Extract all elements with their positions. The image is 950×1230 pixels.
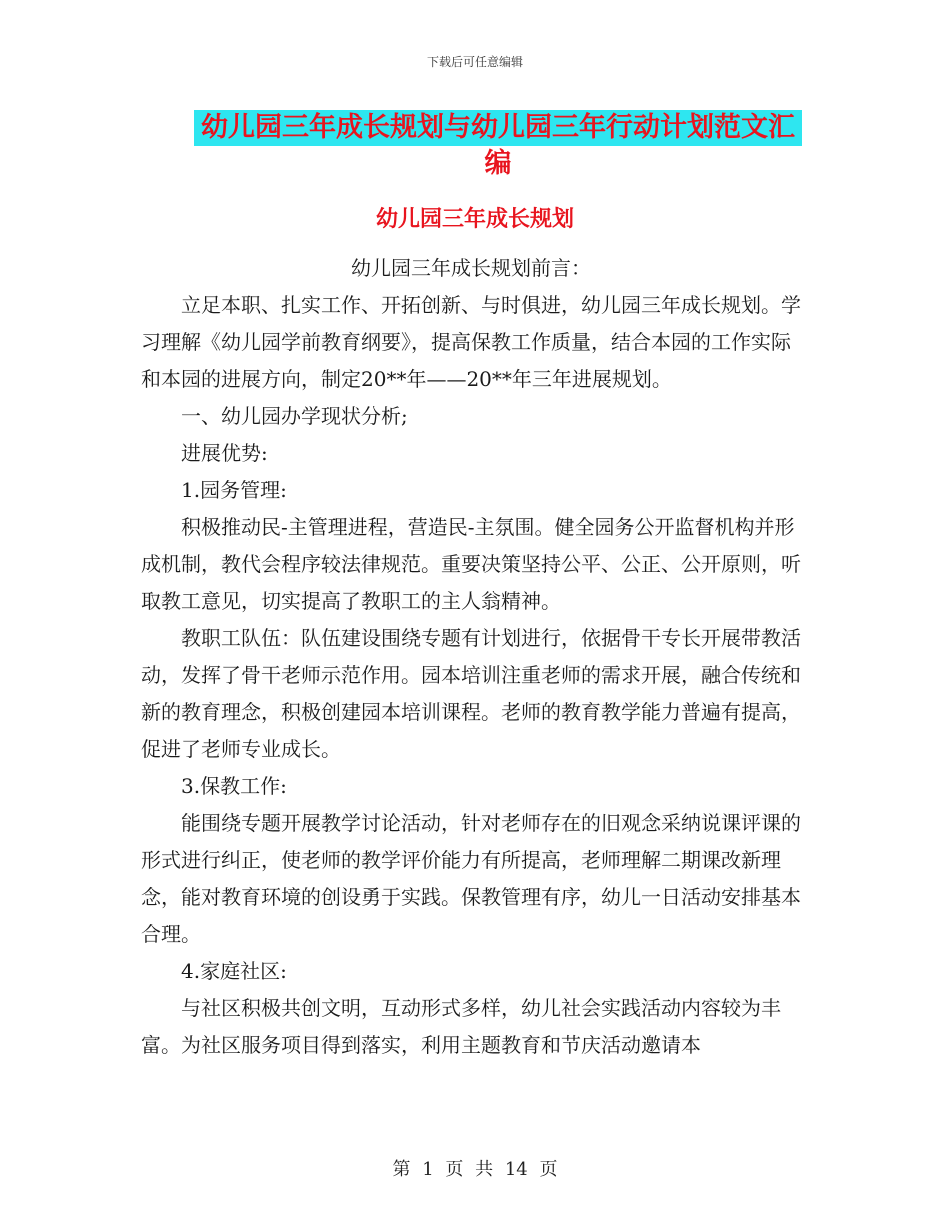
paragraph: 3.保教工作: (181, 774, 287, 798)
paragraph: 进展优势: (181, 441, 268, 465)
paragraph: 立足本职、扎实工作、开拓创新、与时俱进，幼儿园三年成长规划。学习理解《幼儿园学前教育纲要》，提高保教工作质量，结合本园的工作实际和本园的进展方向，制定20**年——20**年三年进展规划。 (141, 293, 801, 391)
body-text (141, 250, 801, 1064)
paragraph: 4.家庭社区: (181, 959, 287, 983)
paragraph: 教职工队伍：队伍建设围绕专题有计划进行，依据骨干专长开展带教活动，发挥了骨干老师示范作用。园本培训注重老师的需求开展，融合传统和新的教育理念，积极创建园本培训课程。老师的教育教学能力普遍有提高，促进了老师专业成长。 (141, 626, 801, 761)
section-title: 幼儿园三年成长规划 (375, 207, 574, 232)
preface-heading: 幼儿园三年成长规划前言： (351, 256, 591, 280)
paragraph: 一、幼儿园办学现状分析; (181, 404, 408, 428)
page-footer: 第 1 页 共 14 页 (392, 1159, 558, 1180)
header-note: 下载后可任意编辑 (426, 55, 523, 69)
paragraph: 与社区积极共创文明，互动形式多样，幼儿社会实践活动内容较为丰富。为社区服务项目得到落实，利用主题教育和节庆活动邀请本 (141, 996, 781, 1057)
paragraph: 能围绕专题开展教学讨论活动，针对老师存在的旧观念采纳说课评课的形式进行纠正，使老师的教学评价能力有所提高，老师理解二期课改新理念，能对教育环境的创设勇于实践。保教管理有序，幼儿一日活动安排基本合理。 (141, 811, 801, 946)
document-title: 幼儿园三年成长规划与幼儿园三年行动计划范文汇编 (194, 110, 802, 146)
paragraph: 1.园务管理: (181, 478, 287, 502)
paragraph: 积极推动民-主管理进程，营造民-主氛围。健全园务公开监督机构并形成机制，教代会程序较法律规范。重要决策坚持公平、公正、公开原则，听取教工意见，切实提高了教职工的主人翁精神。 (141, 515, 801, 613)
